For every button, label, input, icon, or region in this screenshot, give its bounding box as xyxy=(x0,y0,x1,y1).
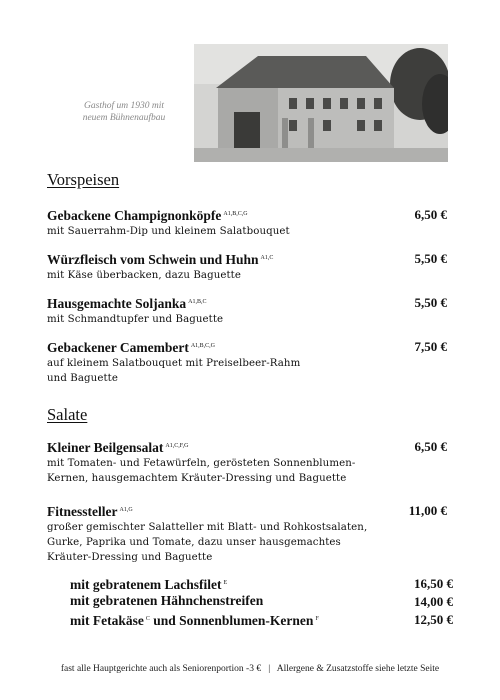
item-name: Hausgemachte Soljanka xyxy=(47,296,187,311)
allergen-codes: A1,G xyxy=(119,507,133,513)
item-description: Kräuter-Dressing und Baguette xyxy=(47,552,213,563)
extra-price: 16,50 € xyxy=(414,576,453,591)
section-title-salate: Salate xyxy=(47,405,88,424)
extra-item xyxy=(70,593,453,609)
extra-name: mit Fetakäse xyxy=(70,613,144,628)
item-price: 6,50 € xyxy=(414,207,447,222)
item-description: Gurke, Paprika und Tomate, dazu unser hausgemachtes xyxy=(47,537,341,548)
item-description: mit Tomaten- und Fetawürfeln, gerösteten Sonnenblumen- xyxy=(47,458,356,469)
extra-price: 14,00 € xyxy=(414,594,453,609)
item-description: mit Sauerrahm-Dip und kleinem Salatbouquet xyxy=(47,226,290,237)
allergen-codes: F xyxy=(315,616,319,622)
item-price: 11,00 € xyxy=(408,503,447,518)
item-price: 6,50 € xyxy=(414,439,447,454)
item-description: und Baguette xyxy=(47,373,118,384)
allergen-codes: A1,C,F,G xyxy=(165,443,189,449)
item-price: 7,50 € xyxy=(414,339,447,354)
photo-caption-line1: Gasthof um 1930 mit xyxy=(84,101,164,111)
allergen-codes: A1,B,C xyxy=(188,299,207,305)
menu-item xyxy=(47,438,453,486)
menu-item xyxy=(47,294,453,327)
item-name: Gebackene Champignonköpfe xyxy=(47,208,222,223)
extra-name-continued: und Sonnenblumen-Kernen xyxy=(153,613,314,628)
item-price: 5,50 € xyxy=(414,295,447,310)
extra-price: 12,50 € xyxy=(414,612,453,627)
item-description: Kernen, hausgemachtem Kräuter-Dressing und Baguette xyxy=(47,473,347,484)
menu-item xyxy=(47,338,453,386)
item-price: 5,50 € xyxy=(414,251,447,266)
extra-name: mit gebratenem Lachsfilet xyxy=(70,577,222,592)
item-description: mit Käse überbacken, dazu Baguette xyxy=(47,270,242,281)
allergen-codes: C xyxy=(145,616,150,622)
item-description: auf kleinem Salatbouquet mit Preiselbeer-Rahm xyxy=(47,358,301,369)
allergen-codes: A1,C xyxy=(260,255,274,261)
historic-photo xyxy=(194,44,448,162)
extra-item xyxy=(70,611,453,629)
section-title-vorspeisen: Vorspeisen xyxy=(47,170,120,189)
allergen-codes: E xyxy=(223,580,228,586)
photo-caption-line2: neuem Bühnenaufbau xyxy=(82,113,166,123)
item-description: großer gemischter Salatteller mit Blatt- und Rohkostsalaten, xyxy=(47,522,368,533)
menu-item xyxy=(47,502,453,565)
footer-note: fast alle Hauptgerichte auch als Seniorenportion -3 € | Allergene & Zusatzstoffe siehe letzte Seite xyxy=(60,664,440,674)
menu-item xyxy=(47,250,453,283)
allergen-codes: A1,B,C,G xyxy=(223,211,248,217)
item-name: Fitnessteller xyxy=(47,504,118,519)
allergen-codes: A1,B,C,G xyxy=(190,343,216,349)
item-description: mit Schmandtupfer und Baguette xyxy=(47,314,224,325)
item-name: Würzfleisch vom Schwein und Huhn xyxy=(47,252,259,267)
item-name: Kleiner Beilgensalat xyxy=(47,440,164,455)
photo-caption xyxy=(62,100,186,124)
extra-item xyxy=(70,575,453,593)
menu-item xyxy=(47,206,453,239)
item-name: Gebackener Camembert xyxy=(47,340,189,355)
extra-name: mit gebratenen Hähnchenstreifen xyxy=(70,593,264,608)
